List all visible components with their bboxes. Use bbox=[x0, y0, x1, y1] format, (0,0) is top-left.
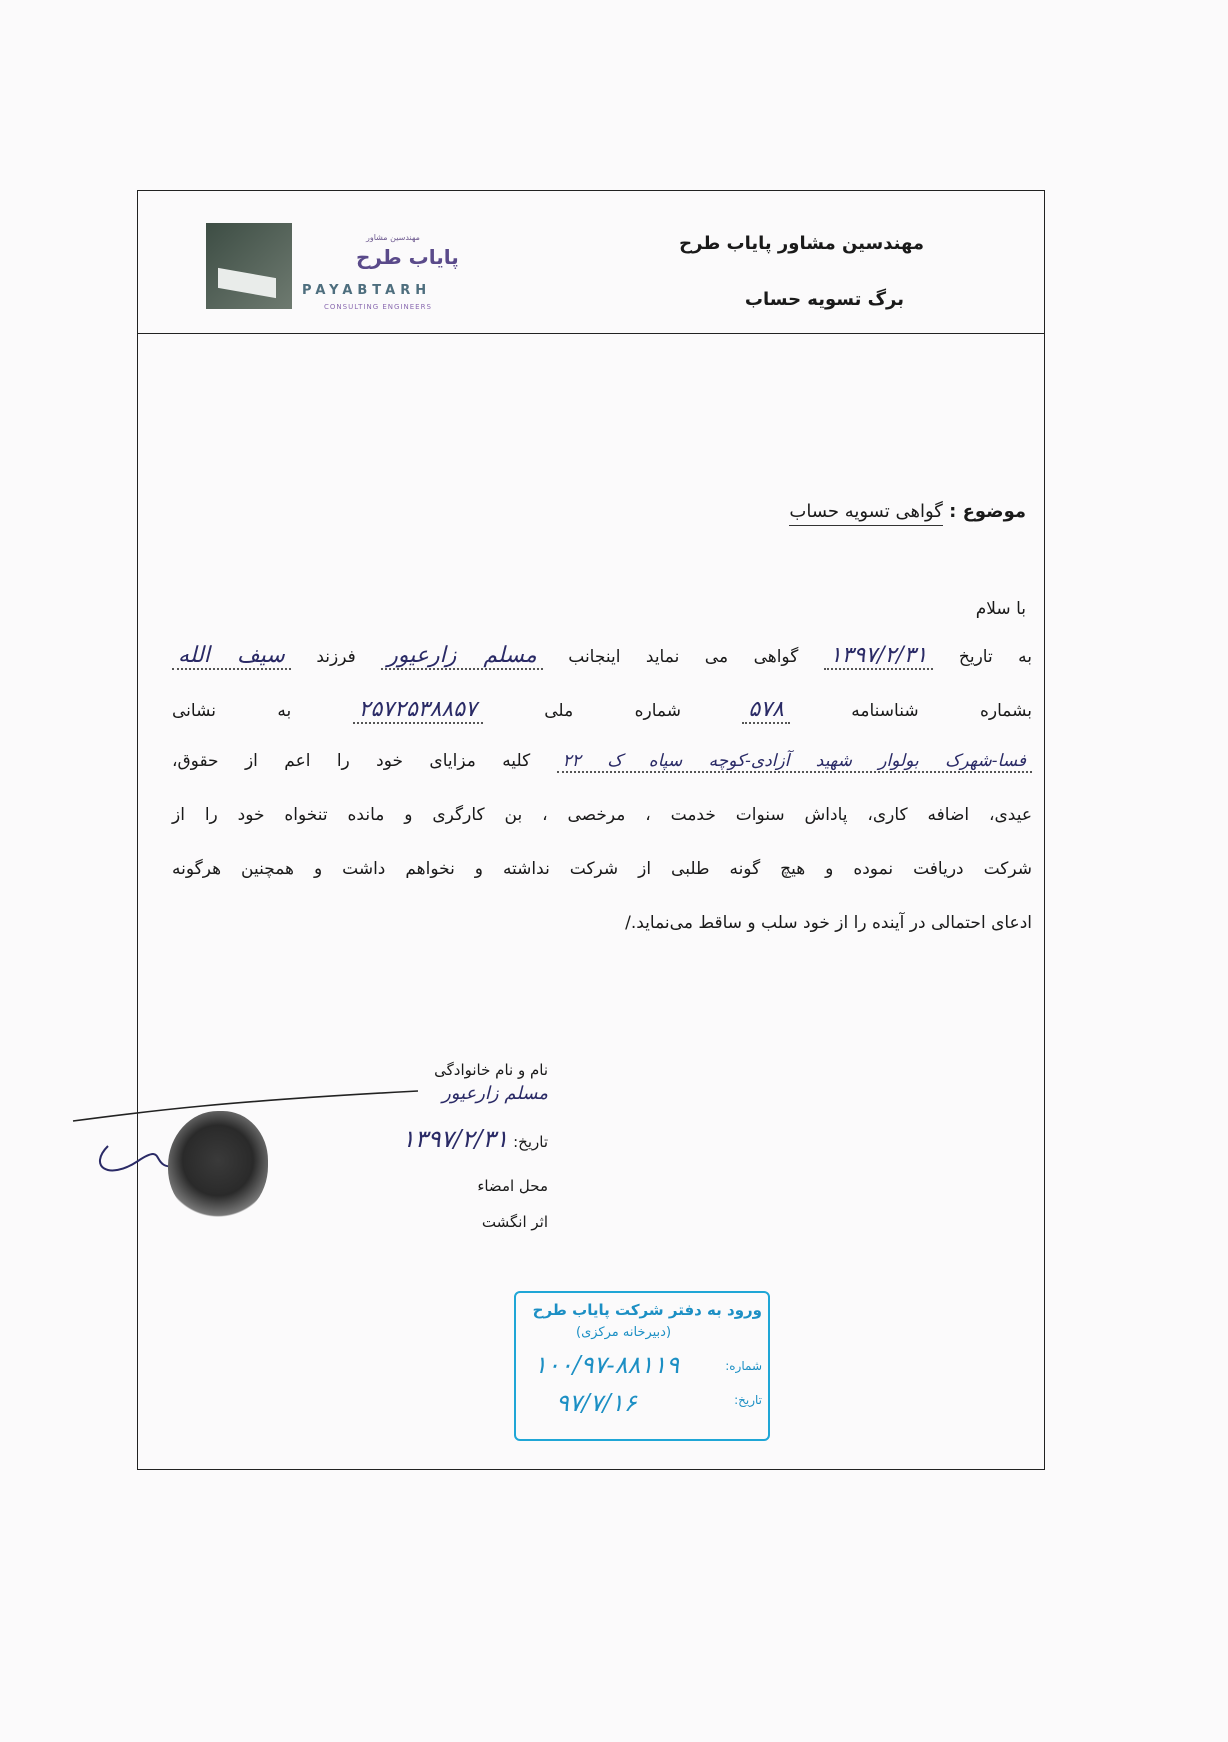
header-divider bbox=[138, 333, 1044, 334]
hw-father-name: سیف الله bbox=[172, 643, 291, 670]
company-name: مهندسین مشاور پایاب طرح bbox=[679, 233, 924, 254]
hw-signature-date: ۱۳۹۷/۲/۳۱ bbox=[401, 1125, 509, 1153]
logo-en-name: PAYABTARH bbox=[302, 283, 432, 298]
document-frame bbox=[137, 190, 1045, 1470]
finger-label: اثر انگشت bbox=[481, 1213, 548, 1231]
text: به تاریخ bbox=[958, 647, 1033, 667]
text: کلیه مزایای خود را اعم از حقوق، bbox=[172, 751, 531, 771]
body-line-2 bbox=[172, 697, 1032, 722]
sign-label: محل امضاء bbox=[477, 1177, 548, 1195]
date-label: تاریخ: bbox=[513, 1133, 548, 1151]
stamp-subtitle: (دبیرخانه مرکزی) bbox=[576, 1325, 672, 1340]
hw-national-id: ۲۵۷۲۵۳۸۸۵۷ bbox=[353, 697, 483, 724]
stamp-number-label: شماره: bbox=[725, 1359, 762, 1373]
hw-signature-name: مسلم زارعیور bbox=[442, 1083, 548, 1104]
stamp-number-value: ۱۰۰/۹۷-۸۸۱۱۹ bbox=[534, 1351, 680, 1379]
hw-address: فسا-شهرک بولوار شهید آزادی-کوچه سپاه ک ۲۲ bbox=[557, 751, 1032, 773]
company-logo bbox=[206, 223, 466, 315]
hw-id-number: ۵۷۸ bbox=[742, 697, 789, 724]
hw-date: ۱۳۹۷/۲/۳۱ bbox=[824, 643, 934, 670]
logo-mark-icon bbox=[206, 223, 292, 309]
body-line-6: ادعای احتمالی در آینده را از خود سلب و ساقط می‌نماید./ bbox=[625, 913, 1032, 933]
logo-en-sub: CONSULTING ENGINEERS bbox=[324, 303, 432, 311]
logo-fa-name: پایاب طرح bbox=[356, 245, 459, 269]
body-line-1 bbox=[172, 643, 1032, 668]
logo-fa-small: مهندسین مشاور bbox=[366, 233, 420, 242]
stamp-date-label: تاریخ: bbox=[734, 1393, 762, 1407]
subject-line bbox=[789, 501, 1026, 522]
name-label: نام و نام خانوادگی bbox=[434, 1061, 548, 1079]
text: شماره ملی bbox=[544, 701, 681, 721]
registry-stamp bbox=[514, 1291, 770, 1441]
form-title: برگ تسویه حساب bbox=[744, 289, 904, 310]
text: فرزند bbox=[316, 647, 356, 667]
text: بشماره شناسنامه bbox=[851, 701, 1033, 721]
body-line-4: عیدی، اضافه کاری، پاداش سنوات خدمت ، مرخصی ، بن کارگری و مانده تنخواه خود را از bbox=[172, 805, 1032, 825]
subject-label: موضوع : bbox=[949, 501, 1026, 522]
text: به نشانی bbox=[172, 701, 292, 721]
text: گواهی می نماید اینجانب bbox=[568, 647, 799, 667]
hw-name: مسلم زارعیور bbox=[381, 643, 543, 670]
stamp-date-value: ۹۷/۷/۱۶ bbox=[556, 1389, 637, 1417]
body-line-5: شرکت دریافت نموده و هیچ گونه طلبی از شرکت نداشته و نخواهم داشت و همچنین هرگونه bbox=[172, 859, 1032, 879]
fingerprint-icon bbox=[168, 1111, 268, 1221]
body-line-3 bbox=[172, 751, 1032, 771]
subject-value: گواهی تسویه حساب bbox=[789, 501, 942, 526]
greeting: با سلام bbox=[975, 599, 1026, 619]
stamp-title: ورود به دفتر شرکت پایاب طرح bbox=[532, 1301, 762, 1319]
